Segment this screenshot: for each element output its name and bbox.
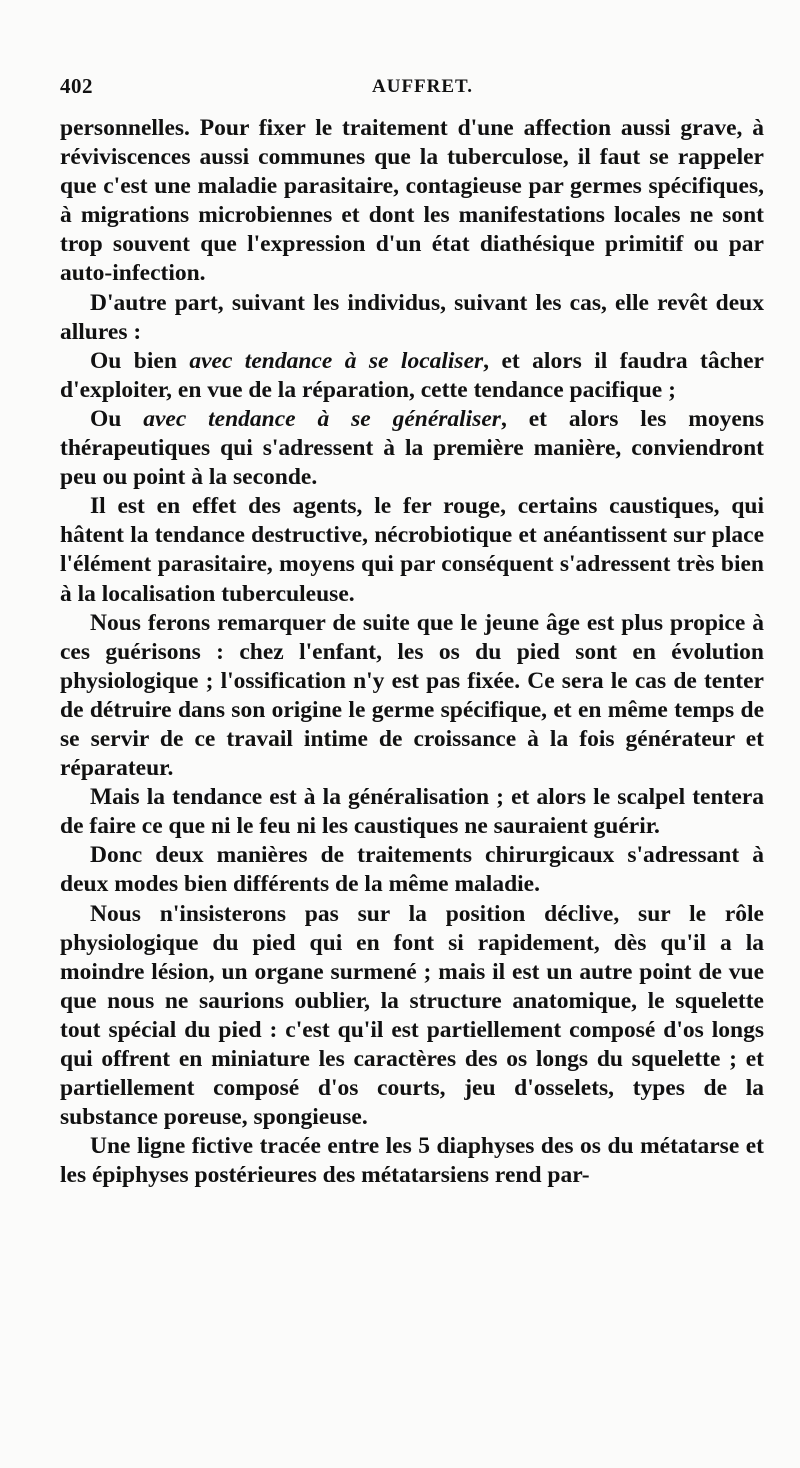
paragraph-3-rest: , et alors il faudra tâcher d'exploiter, en vue de la réparation, cette tendance pacifique ; [60, 347, 764, 403]
paragraph-4-emphasis: avec tendance à se généraliser [143, 405, 501, 432]
paragraph-3-emphasis: avec tendance à se localiser [189, 347, 484, 374]
paragraph-8: Donc deux manières de traitements chirurgicaux s'adressant à deux modes bien différents de la même maladie. [60, 842, 764, 898]
page-number: 402 [60, 74, 93, 98]
paragraph-1: personnelles. Pour fixer le traitement d'une affection aussi grave, à réviviscences aussi communes que la tuberculose, il faut se rappeler que c'est une maladie parasitaire, contagieuse par germes spécifiques, à migrations microbiennes et dont les manifestations locales ne sont trop souvent que l'expression d'un état diathésique primitif ou par auto-infection. [60, 115, 764, 287]
paragraph-3 [60, 347, 764, 405]
paragraph-4-lead: Ou [90, 405, 144, 432]
running-title: AUFFRET. [372, 76, 474, 97]
paragraph-9: Nous n'insisterons pas sur la position déclive, sur le rôle physiologique du pied qui en font si rapidement, dès qu'il a la moindre lésion, un organe surmené ; mais il est un autre point de vue que nous ne saurions oublier, la structure anatomique, le squelette tout spécial du pied : c'est qu'il est partiellement composé d'os longs qui offrent en miniature les caractères des os longs du squelette ; et partiellement composé d'os courts, jeu d'osselets, types de la substance poreuse, spongieuse. [60, 900, 764, 1131]
paragraph-3-lead: Ou bien [90, 347, 190, 374]
paragraph-7: Mais la tendance est à la généralisation ; et alors le scalpel tentera de faire ce que ni le feu ni les caustiques ne sauraient guérir. [60, 784, 764, 840]
paragraph-2: D'autre part, suivant les individus, suivant les cas, elle revêt deux allures : [60, 289, 764, 345]
paragraph-10: Une ligne fictive tracée entre les 5 diaphyses des os du métatarse et les épiphyses postérieures des métatarsiens rend par- [60, 1133, 764, 1189]
body-text [60, 114, 764, 1190]
paragraph-5: Il est en effet des agents, le fer rouge, certains caustiques, qui hâtent la tendance destructive, nécrobiotique et anéantissent sur place l'élément parasitaire, moyens qui par conséquent s'adressent très bien à la localisation tuberculeuse. [60, 493, 764, 607]
paragraph-4 [60, 405, 764, 492]
paragraph-4-rest: , et alors les moyens thérapeutiques qui s'adressent à la première manière, conviendront peu ou point à la seconde. [60, 405, 765, 491]
page-header [60, 74, 760, 104]
paragraph-6: Nous ferons remarquer de suite que le jeune âge est plus propice à ces guérisons : chez l'enfant, les os du pied sont en évolution physiologique ; l'ossification n'y est pas fixée. Ce sera le cas de tenter de détruire dans son origine le germe spécifique, et en même temps de se servir de ce travail intime de croissance à la fois générateur et réparateur. [60, 609, 764, 782]
